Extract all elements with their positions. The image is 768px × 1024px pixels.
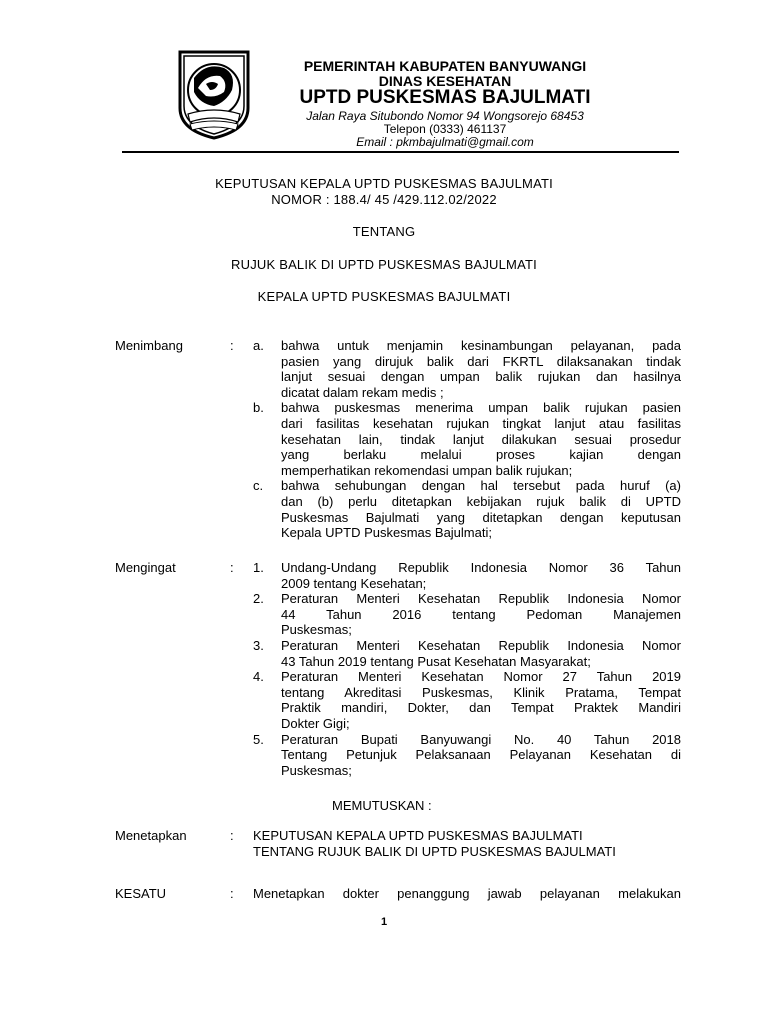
menimbang-item-line: Puskesmas Bajulmati yang ditetapkan dengan keputusan xyxy=(281,509,681,525)
menimbang-item-line: dicatat dalam rekam medis ; xyxy=(281,384,444,400)
decree-about: TENTANG xyxy=(352,224,416,239)
menimbang-item-line: bahwa untuk menjamin kesinambungan pelayanan, pada xyxy=(281,338,681,353)
memutuskan-heading: MEMUTUSKAN : xyxy=(332,798,432,813)
menimbang-item-number: a. xyxy=(253,338,264,353)
kesatu-label: KESATU xyxy=(115,886,167,901)
header-phone: Telepon (0333) 461137 xyxy=(383,122,507,136)
decree-number: NOMOR : 188.4/ 45 /429.112.02/2022 xyxy=(271,192,497,207)
mengingat-item-line: Peraturan Menteri Kesehatan Republik Indonesia Nomor xyxy=(281,638,681,653)
header-address: Jalan Raya Situbondo Nomor 94 Wongsorejo 68453 xyxy=(306,109,584,123)
menimbang-item-line: pasien yang dirujuk balik dari FKRTL dilaksanakan tindak xyxy=(281,353,681,369)
menimbang-item-line: Kepala UPTD Puskesmas Bajulmati; xyxy=(281,525,492,541)
menetapkan-line-2: TENTANG RUJUK BALIK DI UPTD PUSKESMAS BAJULMATI xyxy=(253,844,616,859)
mengingat-item-line: Dokter Gigi; xyxy=(281,715,350,731)
header-department: DINAS KESEHATAN xyxy=(378,73,512,89)
menimbang-item-line: memperhatikan rekomendasi umpan balik rujukan; xyxy=(281,462,573,478)
mengingat-item-number: 5. xyxy=(253,731,264,747)
kesatu-line-1: Menetapkan dokter penanggung jawab pelayanan melakukan xyxy=(253,886,681,901)
menimbang-label: Menimbang xyxy=(115,338,183,353)
banyuwangi-regency-logo xyxy=(176,48,252,140)
mengingat-item-line: Puskesmas; xyxy=(281,762,352,778)
mengingat-item-line: 2009 tentang Kesehatan; xyxy=(281,575,427,591)
mengingat-item-line: 44 Tahun 2016 tentang Pedoman Manajemen xyxy=(281,606,681,622)
menetapkan-label: Menetapkan xyxy=(115,828,187,843)
menimbang-item-line: lanjut sesuai dengan umpan balik rujukan dan hasilnya xyxy=(281,369,681,385)
menimbang-item-line: bahwa puskesmas menerima umpan balik rujukan pasien xyxy=(281,400,681,416)
mengingat-item-line: 43 Tahun 2019 tentang Pusat Kesehatan Masyarakat; xyxy=(281,653,591,669)
menimbang-item-line: yang berlaku melalui proses kajian dengan xyxy=(281,447,681,463)
mengingat-item-line: Praktik mandiri, Dokter, dan Tempat Praktek Mandiri xyxy=(281,700,681,716)
mengingat-item-line: Tentang Petunjuk Pelaksanaan Pelayanan Kesehatan di xyxy=(281,747,681,763)
menimbang-item-line: dari fasilitas kesehatan rujukan tingkat lanjut atau fasilitas xyxy=(281,415,681,431)
mengingat-item-number: 2. xyxy=(253,591,264,607)
header-email: Email : pkmbajulmati@gmail.com xyxy=(356,135,534,149)
mengingat-item-line: Undang-Undang Republik Indonesia Nomor 36 Tahun xyxy=(281,560,681,575)
menetapkan-line-1: KEPUTUSAN KEPALA UPTD PUSKESMAS BAJULMATI xyxy=(253,828,583,843)
menimbang-item-number: b. xyxy=(253,400,264,416)
mengingat-item-number: 1. xyxy=(253,560,264,575)
decree-title: KEPUTUSAN KEPALA UPTD PUSKESMAS BAJULMATI xyxy=(215,176,553,191)
decree-subject: RUJUK BALIK DI UPTD PUSKESMAS BAJULMATI xyxy=(231,257,537,272)
header-government: PEMERINTAH KABUPATEN BANYUWANGI xyxy=(303,58,587,74)
mengingat-item-line: Peraturan Menteri Kesehatan Republik Indonesia Nomor xyxy=(281,591,681,607)
kesatu-colon: : xyxy=(230,886,234,901)
menimbang-item-line: dan (b) perlu ditetapkan kebijakan rujuk balik di UPTD xyxy=(281,493,681,509)
menimbang-item-line: bahwa sehubungan dengan hal tersebut pada huruf (a) xyxy=(281,478,681,494)
mengingat-item-number: 4. xyxy=(253,669,264,685)
menimbang-colon: : xyxy=(230,338,234,353)
mengingat-item-line: Puskesmas; xyxy=(281,622,352,638)
menimbang-item-line: kesehatan lain, tindak lanjut dilakukan sesuai prosedur xyxy=(281,431,681,447)
menimbang-item-number: c. xyxy=(253,478,264,494)
header-divider xyxy=(122,151,679,153)
header-institution: UPTD PUSKESMAS BAJULMATI xyxy=(299,87,591,108)
mengingat-item-number: 3. xyxy=(253,638,264,653)
mengingat-colon: : xyxy=(230,560,234,575)
mengingat-item-line: Peraturan Menteri Kesehatan Nomor 27 Tahun 2019 xyxy=(281,669,681,685)
mengingat-item-line: Peraturan Bupati Banyuwangi No. 40 Tahun 2018 xyxy=(281,731,681,747)
page-number: 1 xyxy=(380,916,388,928)
mengingat-label: Mengingat xyxy=(115,560,176,575)
menetapkan-colon: : xyxy=(230,828,234,843)
decree-head: KEPALA UPTD PUSKESMAS BAJULMATI xyxy=(257,289,511,304)
mengingat-item-line: tentang Akreditasi Puskesmas, Klinik Pratama, Tempat xyxy=(281,684,681,700)
